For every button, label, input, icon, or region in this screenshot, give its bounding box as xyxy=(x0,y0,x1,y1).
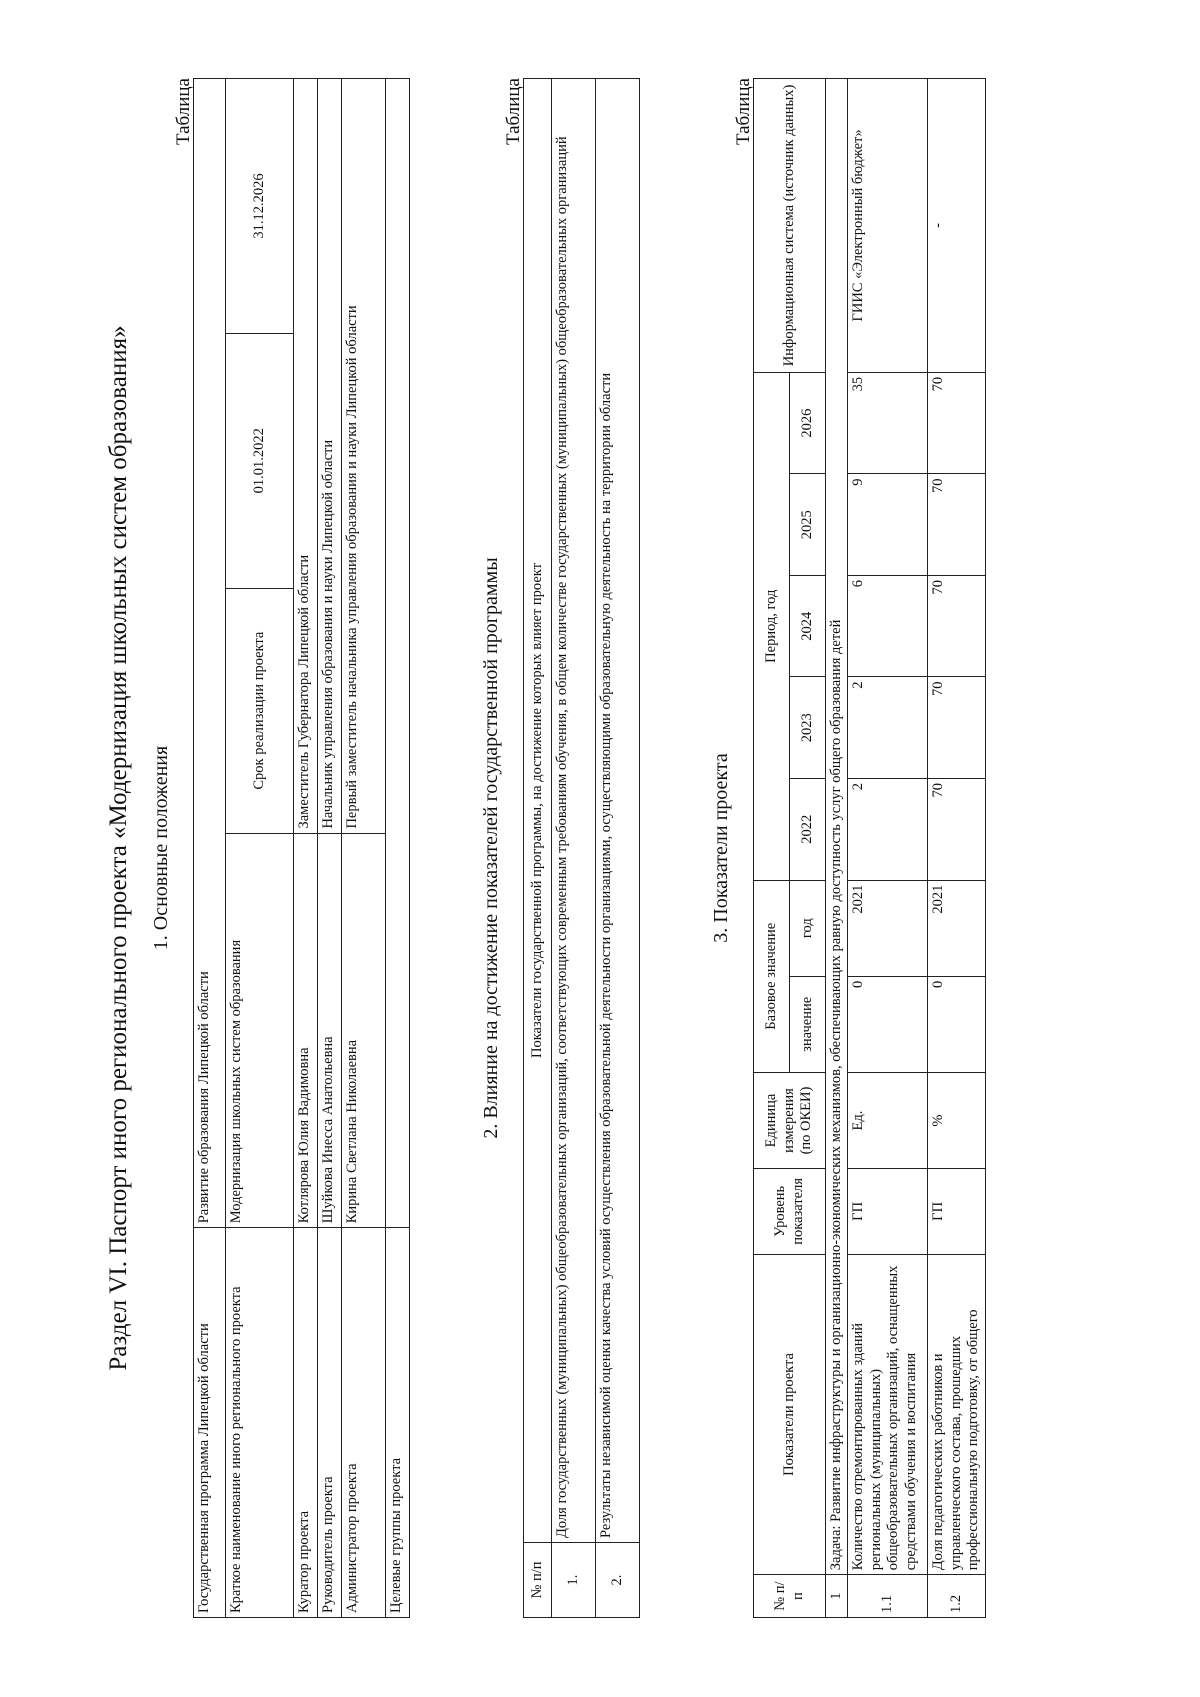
head-label: Руководитель проекта xyxy=(318,1228,342,1618)
project-name-value: Модернизация школьных систем образования xyxy=(226,833,294,1228)
s3-head-unit: Единица измерения (по ОКЕИ) xyxy=(754,1072,826,1168)
row-value: 70 xyxy=(928,372,985,474)
s3-head-year: 2023 xyxy=(790,677,826,779)
row-value: 70 xyxy=(928,575,985,677)
task-text: Задача: Развитие инфраструктуры и организационно-экономических механизмов, обеспечивающих равную доступность услуг общего образования детей xyxy=(826,79,848,1575)
row-num: 1.1 xyxy=(848,1575,928,1618)
row-value: 2 xyxy=(848,677,928,779)
s2-row-num: 1. xyxy=(552,1543,596,1618)
s3-head-base: Базовое значение xyxy=(754,880,790,1072)
row-value: 6 xyxy=(848,575,928,677)
s3-head-year: 2024 xyxy=(790,575,826,677)
s2-row-text: Результаты независимой оценки качества условий осуществления образовательной деятельности организациями, осуществляющими образовательную деятельность на территории области xyxy=(596,79,640,1543)
curator-label: Куратор проекта xyxy=(294,1228,318,1618)
s3-head-base-value: значение xyxy=(790,976,826,1072)
section3-title: 3. Показатели проекта xyxy=(710,753,732,943)
project-name-label: Краткое наименование иного регионального проекта xyxy=(226,1228,294,1618)
s3-head-year: 2025 xyxy=(790,474,826,576)
row-name: Количество отремонтированных зданий региональных (муниципальных) общеобразовательных организаций, оснащенных средствами обучения и воспитания xyxy=(848,1254,928,1575)
row-unit: % xyxy=(928,1072,985,1168)
target-groups-label: Целевые группы проекта xyxy=(386,1228,410,1618)
s3-head-year: 2022 xyxy=(790,779,826,881)
row-value: 2 xyxy=(848,779,928,881)
row-base-value: 0 xyxy=(928,976,985,1072)
admin-label: Администратор проекта xyxy=(342,1228,386,1618)
s3-head-period: Период, год xyxy=(754,372,790,880)
term-start: 01.01.2022 xyxy=(226,333,294,588)
row-base-year: 2021 xyxy=(928,880,985,976)
row-unit: Ед. xyxy=(848,1072,928,1168)
s2-row-text: Доля государственных (муниципальных) общеобразовательных организаций, соответствующих современным требованиям обучения, в общем количестве государственных (муниципальных) общеобразовательных организаций xyxy=(552,79,596,1543)
program-value: Развитие образования Липецкой области xyxy=(194,79,226,1228)
row-num: 1.2 xyxy=(928,1575,985,1618)
row-base-year: 2021 xyxy=(848,880,928,976)
table-row xyxy=(928,79,985,1618)
program-label: Государственная программа Липецкой области xyxy=(194,1228,226,1618)
s2-head-num: № п/п xyxy=(524,1543,552,1618)
row-value: 70 xyxy=(928,474,985,576)
s3-head-base-year: год xyxy=(790,880,826,976)
row-value: 70 xyxy=(928,677,985,779)
project-indicators-table xyxy=(753,78,986,1618)
curator-position: Заместитель Губернатора Липецкой области xyxy=(294,79,318,834)
s3-head-year: 2026 xyxy=(790,372,826,474)
row-info: ГИИС «Электронный бюджет» xyxy=(848,79,928,373)
table1-label: Таблица xyxy=(173,78,194,146)
s3-head-name: Показатели проекта xyxy=(754,1254,826,1575)
main-provisions-table xyxy=(193,78,410,1618)
row-value: 70 xyxy=(928,779,985,881)
section2-title: 2. Влияние на достижение показателей государственной программы xyxy=(480,557,502,1139)
head-name: Шуйкова Инесса Анатольевна xyxy=(318,833,342,1228)
admin-position: Первый заместитель начальника управления образования и науки Липецкой области xyxy=(342,79,386,834)
task-num: 1 xyxy=(826,1575,848,1618)
row-level: ГП xyxy=(848,1169,928,1255)
s3-head-num: № п/п xyxy=(754,1575,826,1618)
row-level: ГП xyxy=(928,1169,985,1255)
s2-head-text: Показатели государственной программы, на достижение которых влияет проект xyxy=(524,79,552,1543)
rotated-content xyxy=(85,78,1105,1618)
table-row xyxy=(848,79,928,1618)
section1-title: 1. Основные положения xyxy=(150,745,172,951)
row-value: 35 xyxy=(848,372,928,474)
row-base-value: 0 xyxy=(848,976,928,1072)
program-indicators-table xyxy=(523,78,640,1618)
target-groups-value xyxy=(386,79,410,1228)
row-name: Доля педагогических работников и управленческого состава, прошедших профессиональную подготовку, от общего xyxy=(928,1254,985,1575)
term-end: 31.12.2026 xyxy=(226,79,294,334)
head-position: Начальник управления образования и науки Липецкой области xyxy=(318,79,342,834)
table2-label: Таблица xyxy=(503,78,524,146)
curator-name: Котлярова Юлия Вадимовна xyxy=(294,833,318,1228)
section-title: Раздел VI. Паспорт иного регионального проекта «Модернизация школьных систем образования» xyxy=(105,325,132,1371)
term-label: Срок реализации проекта xyxy=(226,588,294,833)
table3-label: Таблица xyxy=(733,78,754,146)
row-info: - xyxy=(928,79,985,373)
row-value: 9 xyxy=(848,474,928,576)
admin-name: Кирина Светлана Николаевна xyxy=(342,833,386,1228)
s3-head-info: Информационная система (источник данных) xyxy=(754,79,826,373)
s2-row-num: 2. xyxy=(596,1543,640,1618)
s3-head-level: Уровень показателя xyxy=(754,1169,826,1255)
